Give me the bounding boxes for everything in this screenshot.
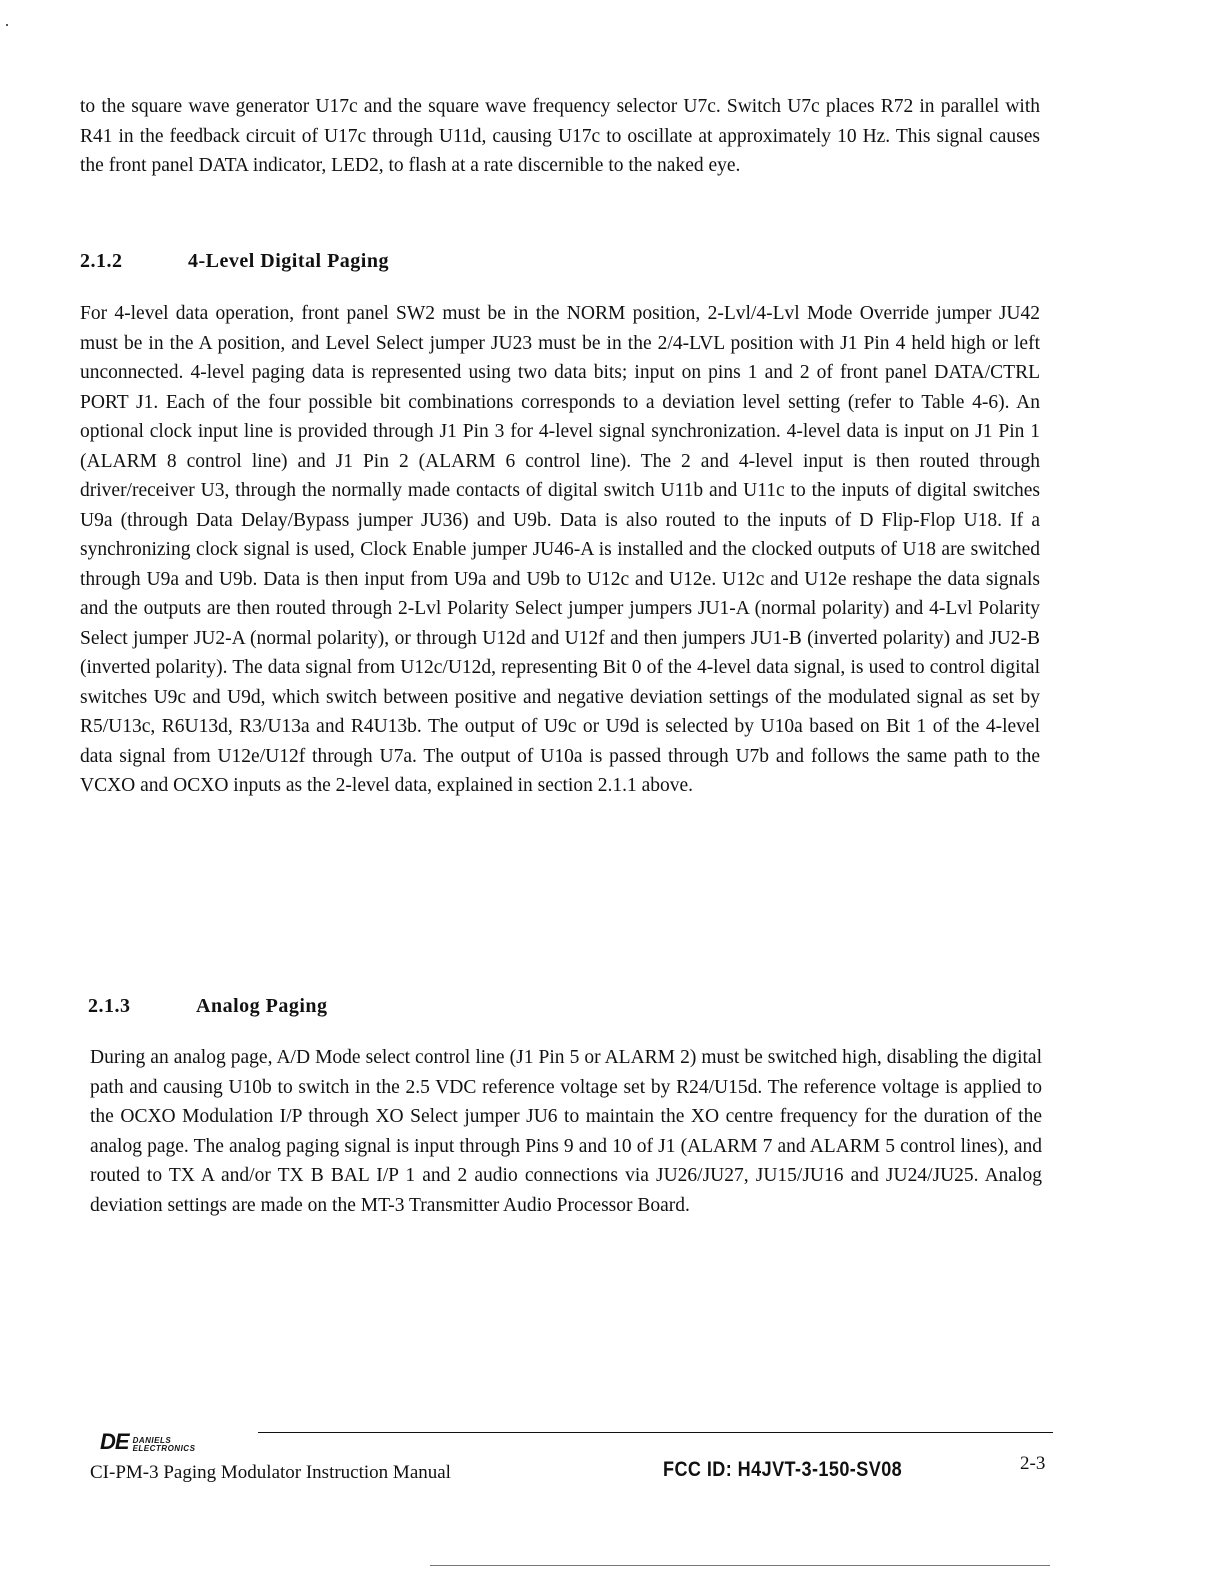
footer-fcc-id: FCC ID: H4JVT-3-150-SV08: [663, 1458, 903, 1481]
page-number: 2-3: [1020, 1453, 1046, 1474]
footer-divider: [258, 1432, 1053, 1433]
section-title: 4-Level Digital Paging: [188, 250, 389, 272]
scan-edge-line: [430, 1565, 1050, 1566]
body-paragraph-4-level-digital-paging: For 4-level data operation, front panel SW2 must be in the NORM position, 2-Lvl/4-Lvl Mode Override jumper JU42 must be in the A position, and Level Select jumper JU23 must be in the 2/4-LVL position with J1 Pin 4 held high or left unconnected. 4-level paging data is represented using two data bits; input on pins 1 and 2 of front panel DATA/CTRL PORT J1. Each of the four possible bit combinations corresponds to a deviation level setting (refer to Table 4-6). An optional clock input line is provided through J1 Pin 3 for 4-level signal synchronization. 4-level data is input on J1 Pin 1 (ALARM 8 control line) and J1 Pin 2 (ALARM 6 control line). The 2 and 4-level input is then routed through driver/receiver U3, through the normally made contacts of digital switch U11b and U11c to the inputs of digital switches U9a (through Data Delay/Bypass jumper JU36) and U9b. Data is also routed to the inputs of D Flip-Flop U18. If a synchronizing clock signal is used, Clock Enable jumper JU46-A is installed and the clocked outputs of U18 are switched through U9a and U9b. Data is then input from U9a and U9b to U12c and U12e. U12c and U12e reshape the data signals and the outputs are then routed through 2-Lvl Polarity Select jumper jumpers JU1-A (normal polarity) and 4-Lvl Polarity Select jumper JU2-A (normal polarity), or through U12d and U12f and then jumpers JU1-B (inverted polarity) and JU2-B (inverted polarity). The data signal from U12c/U12d, representing Bit 0 of the 4-level data signal, is used to control digital switches U9c and U9d, which switch between positive and negative deviation settings of the modulated signal as set by R5/U13c, R6U13d, R3/U13a and R4U13b. The output of U9c or U9d is selected by U10a based on Bit 1 of the 4-level data signal from U12e/U12f through U7a. The output of U10a is passed through U7b and follows the same path to the VCXO and OCXO inputs as the 2-level data, explained in section 2.1.1 above.: [80, 303, 1040, 796]
logo-word-daniels: DANIELS: [132, 1436, 172, 1445]
section-heading-analog-paging: [88, 995, 328, 1018]
section-number: 2.1.2: [80, 250, 123, 272]
section-title: Analog Paging: [196, 995, 328, 1017]
scan-artifact: [6, 24, 8, 26]
logo-word-electronics: ELECTRONICS: [132, 1444, 196, 1453]
logo-mark: DE: [100, 1429, 129, 1454]
footer-manual-title: CI-PM-3 Paging Modulator Instruction Manual: [90, 1462, 451, 1483]
daniels-electronics-logo: [100, 1431, 195, 1453]
section-number: 2.1.3: [88, 995, 131, 1017]
body-paragraph-continued: to the square wave generator U17c and the square wave frequency selector U7c. Switch U7c places R72 in parallel with R41 in the feedback circuit of U17c through U11d, causing U17c to oscillate at approximately 10 Hz. This signal causes the front panel DATA indicator, LED2, to flash at a rate discernible to the naked eye.: [80, 96, 1040, 176]
section-heading-4-level-digital-paging: [80, 250, 389, 273]
body-paragraph-analog-paging: During an analog page, A/D Mode select control line (J1 Pin 5 or ALARM 2) must be switched high, disabling the digital path and causing U10b to switch in the 2.5 VDC reference voltage set by R24/U15d. The reference voltage is applied to the OCXO Modulation I/P through XO Select jumper JU6 to maintain the XO centre frequency for the duration of the analog page. The analog paging signal is input through Pins 9 and 10 of J1 (ALARM 7 and ALARM 5 control lines), and routed to TX A and/or TX B BAL I/P 1 and 2 audio connections via JU26/JU27, JU15/JU16 and JU24/JU25. Analog deviation settings are made on the MT-3 Transmitter Audio Processor Board.: [90, 1047, 1042, 1216]
logo-wordmark: [133, 1437, 196, 1453]
